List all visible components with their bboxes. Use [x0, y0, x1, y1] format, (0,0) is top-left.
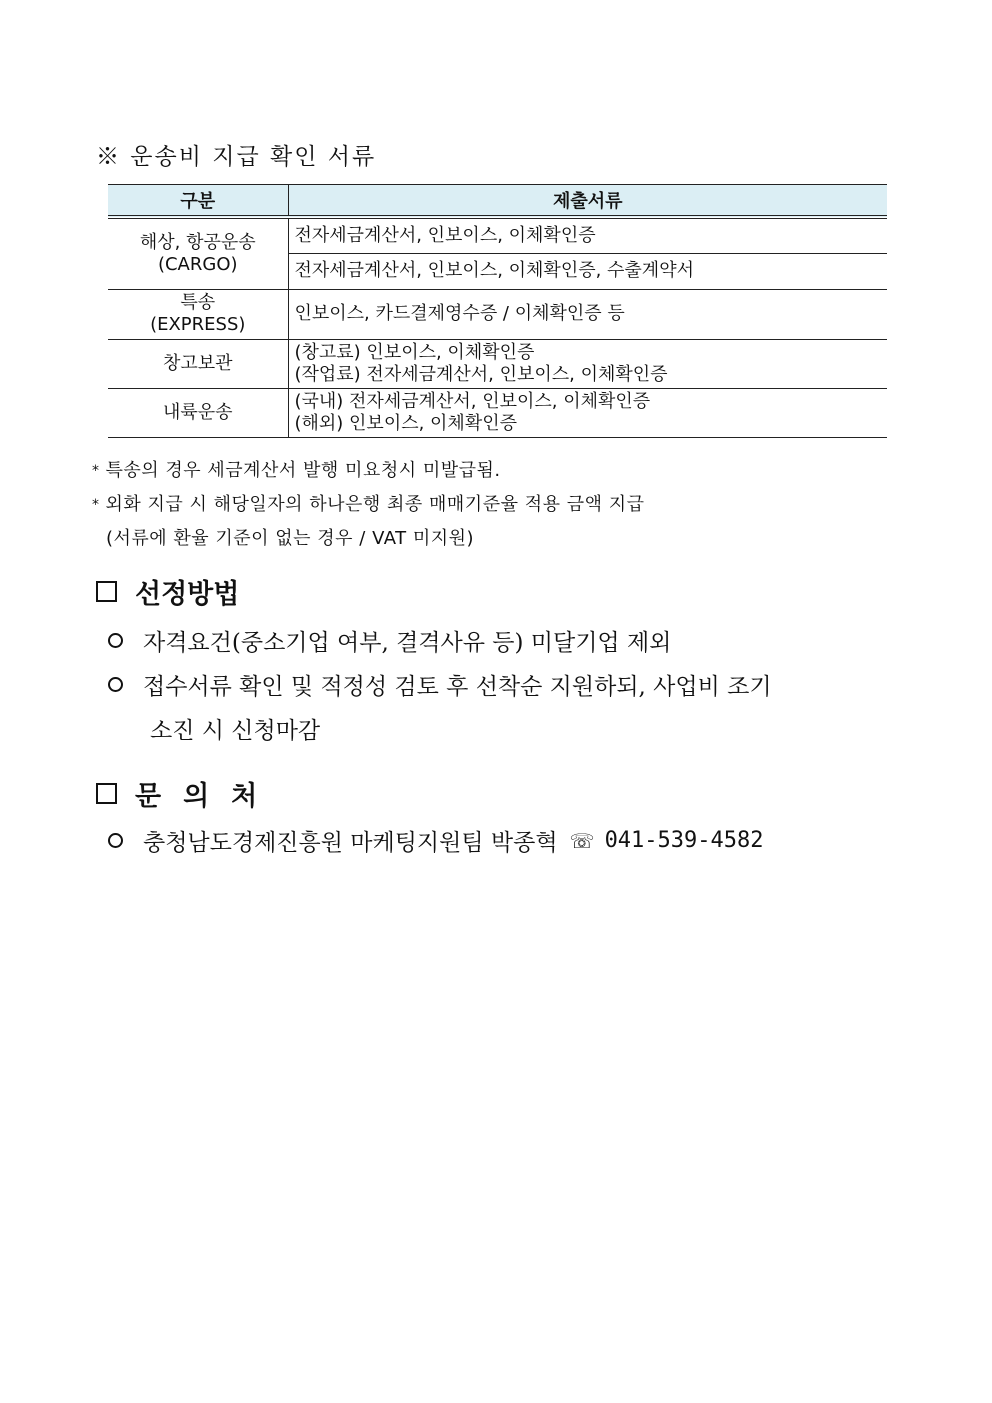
docs-cell — [288, 339, 887, 388]
section-contact-title — [96, 774, 279, 813]
phone-icon: ☏ — [569, 828, 595, 853]
table-row — [108, 289, 887, 339]
category-label: (CARGO) — [157, 253, 238, 275]
table-row — [108, 388, 887, 437]
selection-item — [108, 624, 671, 657]
docs-line: (해외) 인보이스, 이체확인증 — [294, 412, 517, 434]
category-cell-cargo — [108, 217, 288, 289]
docs-cell: 인보이스, 카드결제영수증 / 이체확인증 등 — [288, 289, 887, 339]
table-row — [108, 217, 887, 253]
category-label: 특송 — [180, 292, 216, 313]
note-vat — [106, 524, 474, 550]
docs-cell: 전자세금계산서, 인보이스, 이체확인증, 수출계약서 — [288, 253, 887, 289]
section-title-text: 문의처 — [135, 781, 280, 812]
docs-line: (국내) 전자세금계산서, 인보이스, 이체확인증 — [294, 390, 651, 412]
contact-item — [108, 824, 764, 857]
table-row — [108, 339, 887, 388]
docs-line: (창고료) 인보이스, 이체확인증 — [294, 341, 535, 363]
note-currency — [92, 490, 644, 516]
doc-heading: ※ 운송비 지급 확인 서류 — [96, 144, 377, 170]
note-mark: * — [92, 497, 100, 513]
note-express — [92, 456, 501, 482]
selection-item-text: 자격요건(중소기업 여부, 결격사유 등) 미달기업 제외 — [143, 630, 672, 656]
square-bullet-icon — [96, 783, 117, 804]
note-text: 특송의 경우 세금계산서 발행 미요청시 미발급됨. — [105, 460, 501, 481]
circle-bullet-icon — [108, 677, 123, 692]
category-cell-inland: 내륙운송 — [108, 388, 288, 437]
table-header-row — [108, 185, 887, 218]
phone-number: 041-539-4582 — [604, 828, 764, 853]
docs-cell: 전자세금계산서, 인보이스, 이체확인증 — [288, 217, 887, 253]
selection-item-continuation: 소진 시 신청마감 — [150, 718, 321, 744]
circle-bullet-icon — [108, 633, 123, 648]
docs-cell — [288, 388, 887, 437]
selection-item-text: 접수서류 확인 및 적정성 검토 후 선착순 지원하되, 사업비 조기 — [143, 674, 772, 700]
circle-bullet-icon — [108, 833, 123, 848]
category-label: 해상, 항공운송 — [139, 231, 256, 253]
note-text: 외화 지급 시 해당일자의 하나은행 최종 매매기준율 적용 금액 지급 — [105, 494, 645, 515]
header-documents: 제출서류 — [288, 185, 887, 218]
header-category: 구분 — [108, 185, 288, 218]
category-cell-express — [108, 289, 288, 339]
category-label: (EXPRESS) — [150, 314, 246, 335]
section-selection-title — [96, 572, 239, 611]
note-mark: * — [92, 463, 100, 479]
contact-text: 충청남도경제진흥원 마케팅지원팀 박종혁 — [143, 830, 558, 856]
selection-item — [108, 668, 772, 701]
section-title-text: 선정방법 — [135, 579, 240, 610]
category-cell-storage: 창고보관 — [108, 339, 288, 388]
note-text: (서류에 환율 기준이 없는 경우 / VAT 미지원) — [106, 528, 475, 549]
docs-line: (작업료) 전자세금계산서, 인보이스, 이체확인증 — [294, 363, 668, 385]
documents-table — [108, 184, 887, 438]
square-bullet-icon — [96, 581, 117, 602]
